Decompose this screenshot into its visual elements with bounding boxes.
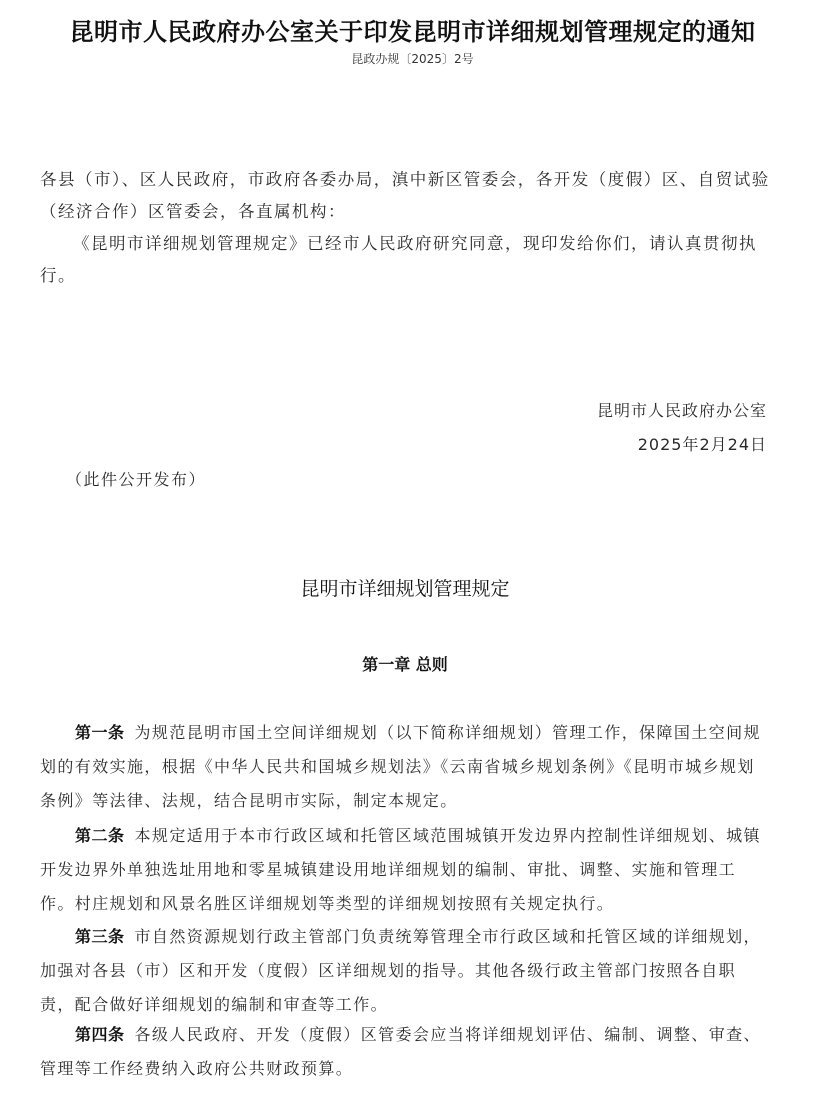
document-number: 昆政办规〔2025〕2号	[351, 52, 474, 66]
article-3	[40, 920, 770, 1022]
article-2	[40, 819, 770, 921]
publish-note: （此件公开发布）	[66, 470, 207, 489]
notice-recipients: 各县（市）、区人民政府，市政府各委办局，滇中新区管委会，各开发（度假）区、自贸试验（经济合作）区管委会，各直属机构：	[40, 170, 770, 221]
notice-title: 昆明市人民政府办公室关于印发昆明市详细规划管理规定的通知	[69, 17, 756, 46]
article-text: 市自然资源规划行政主管部门负责统筹管理全市行政区域和托管区域的详细规划，加强对各县（市）区和开发（度假）区详细规划的指导。其他各级行政主管部门按照各自职责，配合做好详细规划的编制和审查等工作。	[40, 927, 761, 1014]
article-text: 各级人民政府、开发（度假）区管委会应当将详细规划评估、编制、调整、审查、管理等工作经费纳入政府公共财政预算。	[40, 1025, 761, 1078]
article-number: 第四条	[75, 1025, 125, 1044]
article-number: 第一条	[75, 723, 125, 742]
article-text: 为规范昆明市国土空间详细规划（以下简称详细规划）管理工作，保障国土空间规划的有效实施，根据《中华人民共和国城乡规划法》《云南省城乡规划条例》《昆明市城乡规划条例》等法律、法规，结合昆明市实际，制定本规定。	[40, 723, 761, 810]
issue-date: 2025年2月24日	[637, 435, 767, 454]
notice-body: 《昆明市详细规划管理规定》已经市人民政府研究同意，现印发给你们，请认真贯彻执行。	[40, 234, 757, 285]
chapter-heading: 第一章 总则	[362, 655, 448, 674]
article-1	[40, 716, 770, 818]
article-4	[40, 1018, 770, 1086]
article-number: 第二条	[75, 826, 125, 845]
regulation-title: 昆明市详细规划管理规定	[300, 578, 510, 600]
article-number: 第三条	[75, 927, 125, 946]
article-text: 本规定适用于本市行政区域和托管区域范围城镇开发边界内控制性详细规划、城镇开发边界外单独选址用地和零星城镇建设用地详细规划的编制、审批、调整、实施和管理工作。村庄规划和风景名胜区详细规划等类型的详细规划按照有关规定执行。	[40, 826, 761, 913]
issuer: 昆明市人民政府办公室	[596, 401, 767, 420]
